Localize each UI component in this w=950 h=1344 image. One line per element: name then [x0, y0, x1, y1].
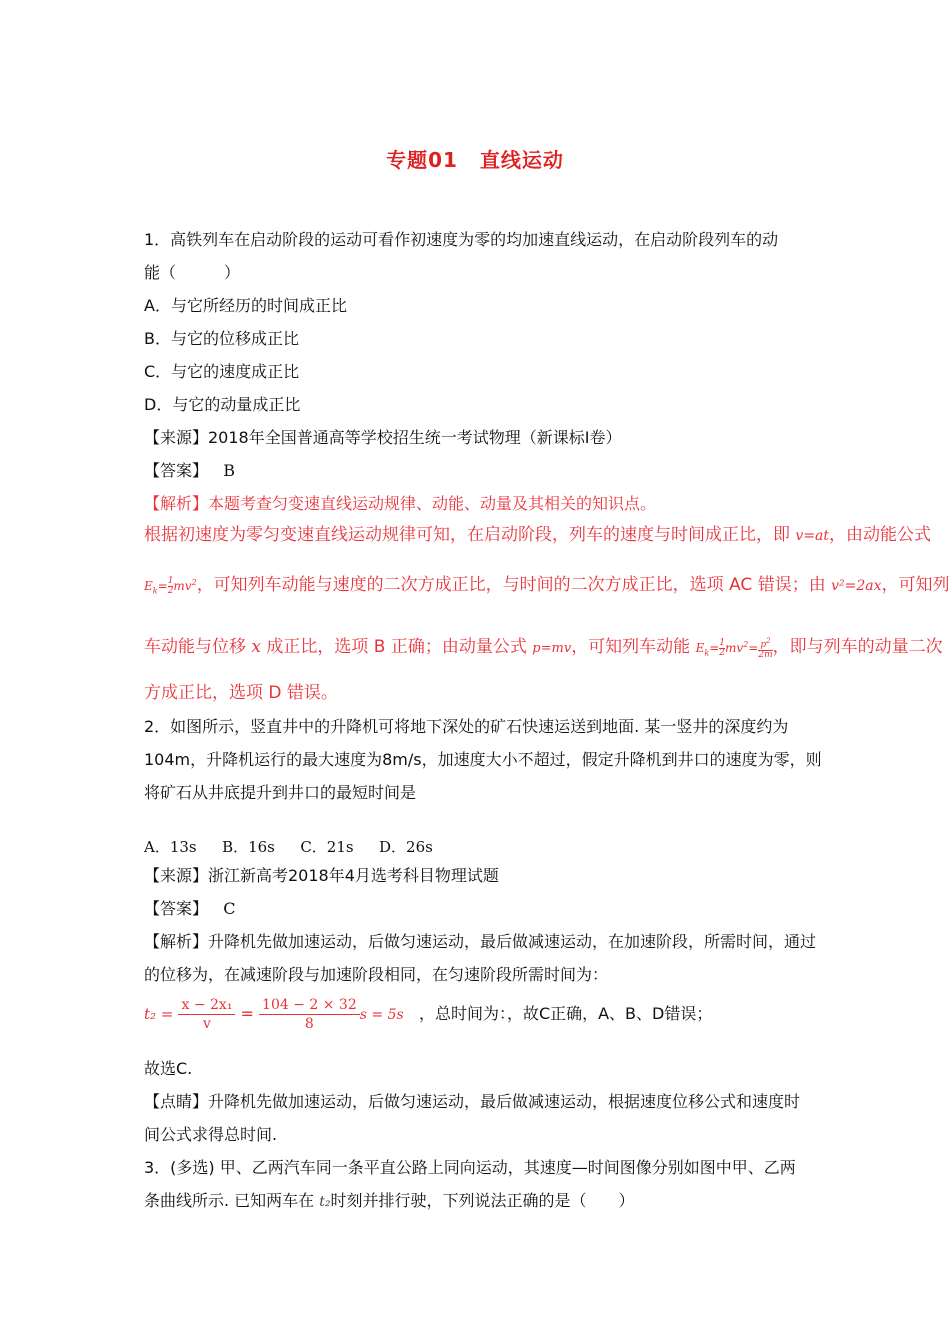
q1-ek-symbol: E [144, 579, 153, 593]
q3-stem-line2 [144, 1190, 635, 1213]
q1-formula-ek: $E_k=$ $\frac{1}{2}$ $mv^2$ [144, 576, 197, 596]
q2-formula-frac2 [259, 996, 360, 1033]
q2-option-b: B．16s [222, 838, 275, 856]
q1-formula-v2-2ax: v²=2ax [831, 578, 882, 594]
q1-analysis-line2 [144, 524, 931, 547]
q1-analysis-text: ，可知列 [881, 575, 950, 595]
q1-answer-label: 【答案】 [144, 461, 209, 480]
q1-analysis-text: ，即与列车的动量二次 [772, 637, 943, 657]
q1-analysis-text: 成正比，选项 B 正确；由动量公式 [266, 637, 527, 657]
q2-frac2-den: 8 [259, 1014, 360, 1033]
q2-frac1-num: x − 2x₁ [181, 997, 233, 1013]
q1-formula-v-at: v=at [795, 528, 830, 544]
q2-option-a: A．13s [144, 838, 197, 856]
page-title [0, 144, 950, 173]
q1-frac-half: $\frac{1}{2}$ [167, 576, 174, 596]
q1-option-c: C．与它的速度成正比 [144, 362, 300, 381]
q3-stem-line1: 3．(多选) 甲、乙两汽车同一条平直公路上同向运动，其速度—时间图像分别如图中甲、乙两 [144, 1158, 796, 1177]
q2-analysis-line3: ，总时间为：，故C正确，A、B、D错误； [418, 1004, 713, 1023]
q2-stem-line3: 将矿石从井底提升到井口的最短时间是 [144, 783, 417, 802]
q2-analysis-line2: 的位移为，在减速阶段与加速阶段相同，在匀速阶段所需时间为： [144, 965, 609, 984]
q2-comment-line2: 间公式求得总时间. [144, 1125, 278, 1144]
q2-source: 【来源】浙江新高考2018年4月选考科目物理试题 [144, 866, 499, 885]
title-part2: 直线运动 [479, 148, 564, 172]
q1-analysis-line1: 【解析】本题考查匀变速直线运动规律、动能、动量及其相关的知识点。 [144, 494, 657, 513]
q2-formula-eq: = [240, 1004, 254, 1023]
q1-answer-value: B [223, 461, 236, 480]
q2-formula-frac1 [178, 996, 235, 1033]
q2-stem-line1: 2．如图所示，竖直井中的升降机可将地下深处的矿石快速运送到地面. 某一竖井的深度约为 [144, 717, 789, 736]
q2-options [144, 836, 433, 858]
q2-formula-tail: s = 5s [359, 1007, 404, 1023]
q1-analysis-line4 [144, 634, 943, 664]
q2-frac2-num: 104 − 2 × 32 [262, 997, 357, 1013]
q2-analysis-line4: 故选C. [144, 1059, 193, 1078]
q1-stem-line2: 能（ ） [144, 263, 241, 282]
q3-symbol-t2: t₂ [319, 1194, 331, 1210]
q1-option-a: A．与它所经历的时间成正比 [144, 296, 347, 315]
q3-stem-text: 时刻并排行驶，下列说法正确的是（ ） [330, 1191, 635, 1210]
q1-analysis-line5: 方成正比，选项 D 错误。 [144, 683, 338, 703]
q1-answer [144, 460, 235, 482]
q2-analysis-line1: 【解析】升降机先做加速运动，后做匀速运动，最后做减速运动，在加速阶段，所需时间，通过 [144, 932, 817, 951]
q1-symbol-x: x [251, 637, 261, 657]
q2-formula-row [144, 996, 712, 1033]
q1-stem-line1: 1．高铁列车在启动阶段的运动可看作初速度为零的均加速直线运动，在启动阶段列车的动 [144, 230, 779, 249]
q1-analysis-text: 车动能与位移 [144, 637, 246, 657]
q1-analysis-text: 根据初速度为零匀变速直线运动规律可知，在启动阶段，列车的速度与时间成正比，即 [144, 525, 790, 545]
q1-option-d: D．与它的动量成正比 [144, 395, 301, 414]
q1-analysis-line3 [144, 572, 950, 602]
q1-source: 【来源】2018年全国普通高等学校招生统一考试物理（新课标Ⅰ卷） [144, 428, 622, 447]
q2-comment-line1: 【点睛】升降机先做加速运动，后做匀速运动，最后做减速运动，根据速度位移公式和速度时 [144, 1092, 801, 1111]
q2-option-d: D．26s [379, 838, 433, 856]
q1-option-b: B．与它的位移成正比 [144, 329, 299, 348]
q3-stem-text: 条曲线所示. 已知两车在 [144, 1191, 315, 1210]
q2-formula-lhs: t₂ = [144, 1005, 174, 1023]
q2-stem-line2: 104m，升降机运行的最大速度为8m/s，加速度大小不超过，假定升降机到井口的速度为零，则 [144, 750, 822, 769]
q2-option-c: C．21s [300, 838, 354, 856]
q2-frac1-den: v [178, 1014, 235, 1033]
q1-analysis-text: ，可知列车动能 [571, 637, 691, 657]
q1-formula-ek-p: $E_k=$ $\frac{1}{2}$ $mv^2=$ $\frac{p^2}{2m}$ [695, 637, 773, 660]
q1-frac-p2-2m: $\frac{p^2}{2m}$ [758, 637, 773, 660]
q2-answer-label: 【答案】 [144, 899, 209, 918]
q1-analysis-text: ，由动能公式 [829, 525, 932, 545]
q2-answer [144, 898, 236, 920]
q1-frac-half-2: $\frac{1}{2}$ [719, 638, 726, 658]
q2-answer-value: C [223, 899, 236, 918]
title-part1: 专题01 [386, 148, 458, 172]
q1-formula-p-mv: p=mv [532, 641, 572, 656]
q1-analysis-text: ，可知列车动能与速度的二次方成正比，与时间的二次方成正比，选项 AC 错误；由 [196, 575, 826, 595]
